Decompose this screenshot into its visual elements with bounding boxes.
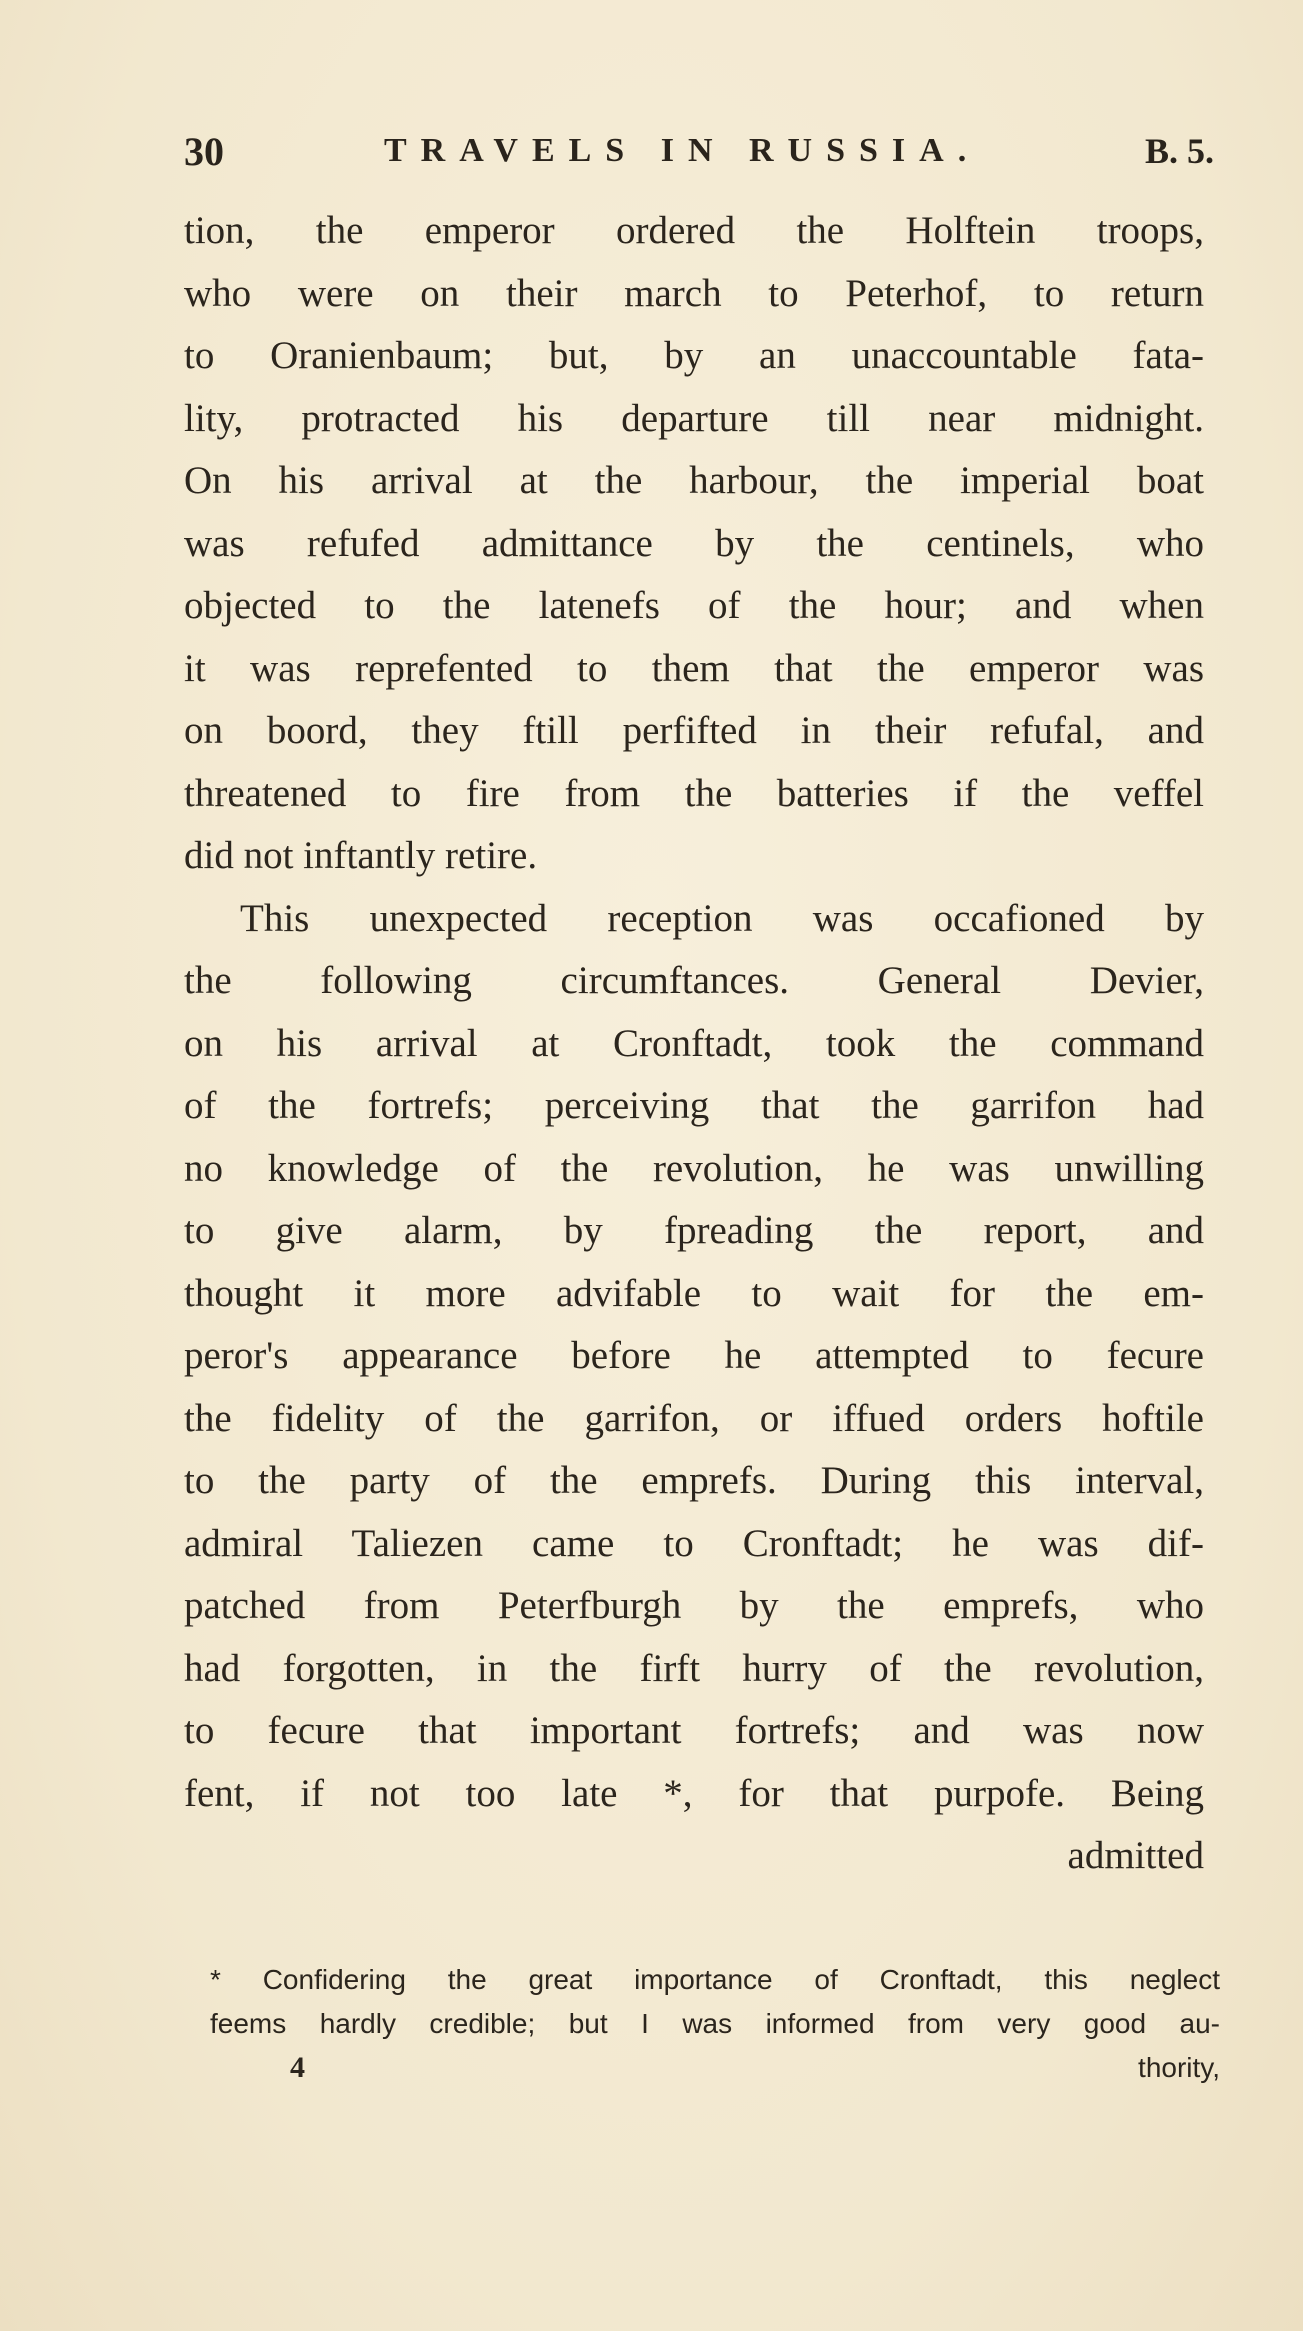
body-line: was refufed admittance by the centinels, who — [184, 521, 1204, 565]
book-number: B. 5. — [1144, 131, 1214, 171]
body-text — [184, 200, 1204, 1888]
body-line: admiral Taliezen came to Cronftadt; he was dif- — [184, 1521, 1204, 1565]
body-line: had forgotten, in the firft hurry of the revolution, — [184, 1646, 1204, 1690]
body-line: on boord, they ftill perfifted in their refufal, and — [184, 709, 1204, 752]
footnote-line: * Confidering the great importance of Cronftadt, this neglect — [210, 1964, 1220, 1995]
body-line: to the party of the emprefs. During this interval, — [184, 1459, 1204, 1502]
body-line: threatened to fire from the batteries if the veffel — [184, 771, 1204, 815]
body-line: to Oranienbaum; but, by an unaccountable fata- — [184, 334, 1204, 377]
body-line: no knowledge of the revolution, he was unwilling — [184, 1146, 1204, 1190]
body-line: did not inftantly retire. — [184, 834, 538, 877]
body-line: the following circumftances. General Devier, — [184, 959, 1204, 1002]
footnote — [210, 1958, 1220, 2090]
body-line: fent, if not too late *, for that purpofe. Being — [184, 1771, 1204, 1815]
body-line: tion, the emperor ordered the Holftein troops, — [184, 209, 1204, 252]
body-line: of the fortrefs; perceiving that the garrifon had — [184, 1084, 1204, 1127]
running-title: TRAVELS IN RUSSIA. — [384, 132, 981, 169]
body-line: on his arrival at Cronftadt, took the command — [184, 1021, 1204, 1065]
body-line: to fecure that important fortrefs; and was now — [184, 1709, 1204, 1752]
body-line: On his arrival at the harbour, the imperial boat — [184, 459, 1204, 502]
body-line: the fidelity of the garrifon, or iffued orders hoftile — [184, 1396, 1204, 1440]
signature-mark: 4 — [290, 2051, 305, 2084]
page-number: 30 — [184, 129, 224, 174]
body-line: patched from Peterfburgh by the emprefs, who — [184, 1584, 1204, 1627]
body-line: lity, protracted his departure till near midnight. — [184, 396, 1204, 440]
footnote-bottom-row — [210, 2046, 1220, 2090]
body-line: to give alarm, by fpreading the report, and — [184, 1209, 1204, 1252]
body-line: thought it more advifable to wait for the em- — [184, 1271, 1204, 1315]
body-line: objected to the latenefs of the hour; and when — [184, 584, 1204, 627]
body-line: it was reprefented to them that the emperor was — [184, 646, 1204, 690]
paragraph-start-line: This unexpected reception was occafioned by — [240, 896, 1204, 940]
catchword: admitted — [1067, 1834, 1204, 1877]
footnote-catchword: thority, — [1138, 2052, 1220, 2083]
body-line: who were on their march to Peterhof, to return — [184, 271, 1204, 315]
running-head — [184, 128, 1214, 188]
body-line: peror's appearance before he attempted to fecure — [184, 1334, 1204, 1377]
footnote-line: feems hardly credible; but I was informed from very good au- — [210, 2008, 1220, 2039]
